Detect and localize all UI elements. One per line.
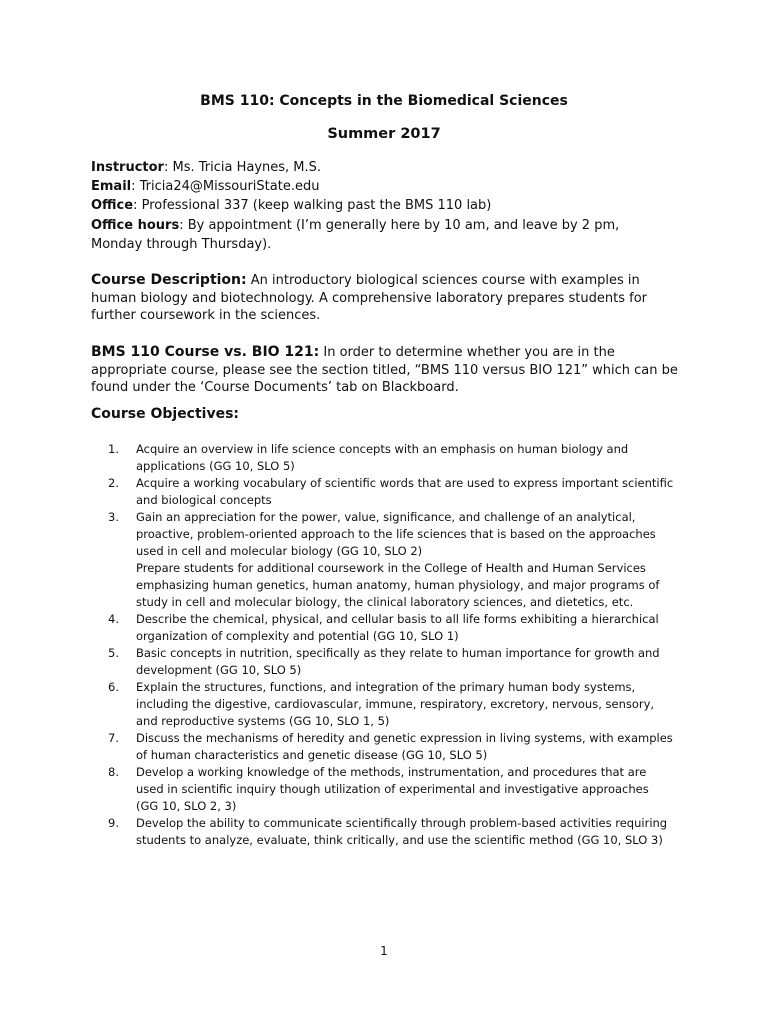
term-title: Summer 2017 bbox=[327, 126, 441, 142]
item-number: 8. bbox=[108, 765, 119, 779]
page-number: 1 bbox=[380, 944, 388, 958]
item-number: 2. bbox=[108, 476, 119, 490]
course-description bbox=[91, 272, 681, 325]
item-text: Develop a working knowledge of the methods, instrumentation, and procedures that are used in scientific inquiry though utilization of experimental and investigative approaches (GG 10, SLO 2, 3) bbox=[136, 765, 649, 813]
list-item bbox=[104, 815, 674, 849]
list-item bbox=[104, 611, 674, 645]
office-hours-label: Office hours bbox=[91, 217, 180, 233]
course-description-heading: Course Description: bbox=[91, 272, 247, 288]
office-hours-value: : By appointment (I’m generally here by 10 am, and leave by 2 pm, Monday through Thursday). bbox=[91, 217, 620, 252]
course-comparison-heading: BMS 110 Course vs. BIO 121: bbox=[91, 344, 320, 360]
list-item bbox=[104, 509, 674, 611]
item-text: Develop the ability to communicate scientifically through problem-based activities requiring students to analyze, evaluate, think critically, and use the scientific method (GG 10, SLO 3) bbox=[136, 816, 668, 847]
office-value: : Professional 337 (keep walking past the BMS 110 lab) bbox=[133, 198, 492, 214]
email-line bbox=[91, 177, 671, 196]
list-item bbox=[104, 730, 674, 764]
course-comparison bbox=[91, 344, 681, 397]
list-item bbox=[104, 645, 674, 679]
course-info bbox=[91, 158, 671, 254]
instructor-line bbox=[91, 158, 671, 177]
item-number: 3. bbox=[108, 510, 119, 524]
item-text: Explain the structures, functions, and integration of the primary human body systems, including the digestive, cardiovascular, immune, respiratory, excretory, nervous, sensory, and reproductive systems (GG 10, SLO 1, 5) bbox=[136, 680, 655, 728]
objectives-heading: Course Objectives: bbox=[91, 406, 240, 422]
email-label: Email bbox=[91, 179, 132, 195]
item-number: 9. bbox=[108, 816, 119, 830]
office-line bbox=[91, 196, 671, 215]
course-title: BMS 110: Concepts in the Biomedical Sciences bbox=[200, 93, 568, 109]
item-number: 5. bbox=[108, 646, 119, 660]
item-number: 4. bbox=[108, 612, 119, 626]
objectives-list bbox=[104, 441, 674, 849]
item-number: 7. bbox=[108, 731, 119, 745]
instructor-label: Instructor bbox=[91, 160, 164, 175]
item-text: Describe the chemical, physical, and cellular basis to all life forms exhibiting a hierarchical organization of complexity and potential (GG 10, SLO 1) bbox=[136, 612, 659, 643]
item-number: 6. bbox=[108, 680, 119, 694]
item-text: Basic concepts in nutrition, specifically as they relate to human importance for growth and development (GG 10, SLO 5) bbox=[136, 646, 660, 677]
item-number: 1. bbox=[108, 442, 119, 456]
item-text: Discuss the mechanisms of heredity and genetic expression in living systems, with examples of human characteristics and genetic disease (GG 10, SLO 5) bbox=[136, 731, 673, 762]
item-text: Gain an appreciation for the power, value, significance, and challenge of an analytical, proactive, problem-oriented approach to the life sciences that is based on the approaches used in cell and molecular biology (GG 10, SLO 2) bbox=[136, 510, 656, 558]
office-label: Office bbox=[91, 198, 134, 214]
item-extra-text: Prepare students for additional coursework in the College of Health and Human Services emphasizing human genetics, human anatomy, human physiology, and major programs of study in cell and molecular biology, the clinical laboratory sciences, and dietetics, etc. bbox=[136, 561, 660, 609]
list-item bbox=[104, 441, 674, 475]
office-hours-line bbox=[91, 216, 671, 254]
item-text: Acquire an overview in life science concepts with an emphasis on human biology and applications (GG 10, SLO 5) bbox=[136, 442, 629, 473]
course-description-text: An introductory biological sciences course with examples in human biology and biotechnology. A comprehensive laboratory prepares students for further coursework in the sciences. bbox=[91, 273, 648, 323]
item-text: Acquire a working vocabulary of scientific words that are used to express important scientific and biological concepts bbox=[136, 476, 674, 507]
list-item bbox=[104, 764, 674, 815]
instructor-value: : Ms. Tricia Haynes, M.S. bbox=[163, 160, 322, 175]
list-item bbox=[104, 679, 674, 730]
list-item bbox=[104, 475, 674, 509]
email-value: : Tricia24@MissouriState.edu bbox=[131, 179, 320, 195]
course-comparison-text: In order to determine whether you are in the appropriate course, please see the section titled, “BMS 110 versus BIO 121” which can be found under the ‘Course Documents’ tab on Blackboard. bbox=[91, 345, 678, 395]
